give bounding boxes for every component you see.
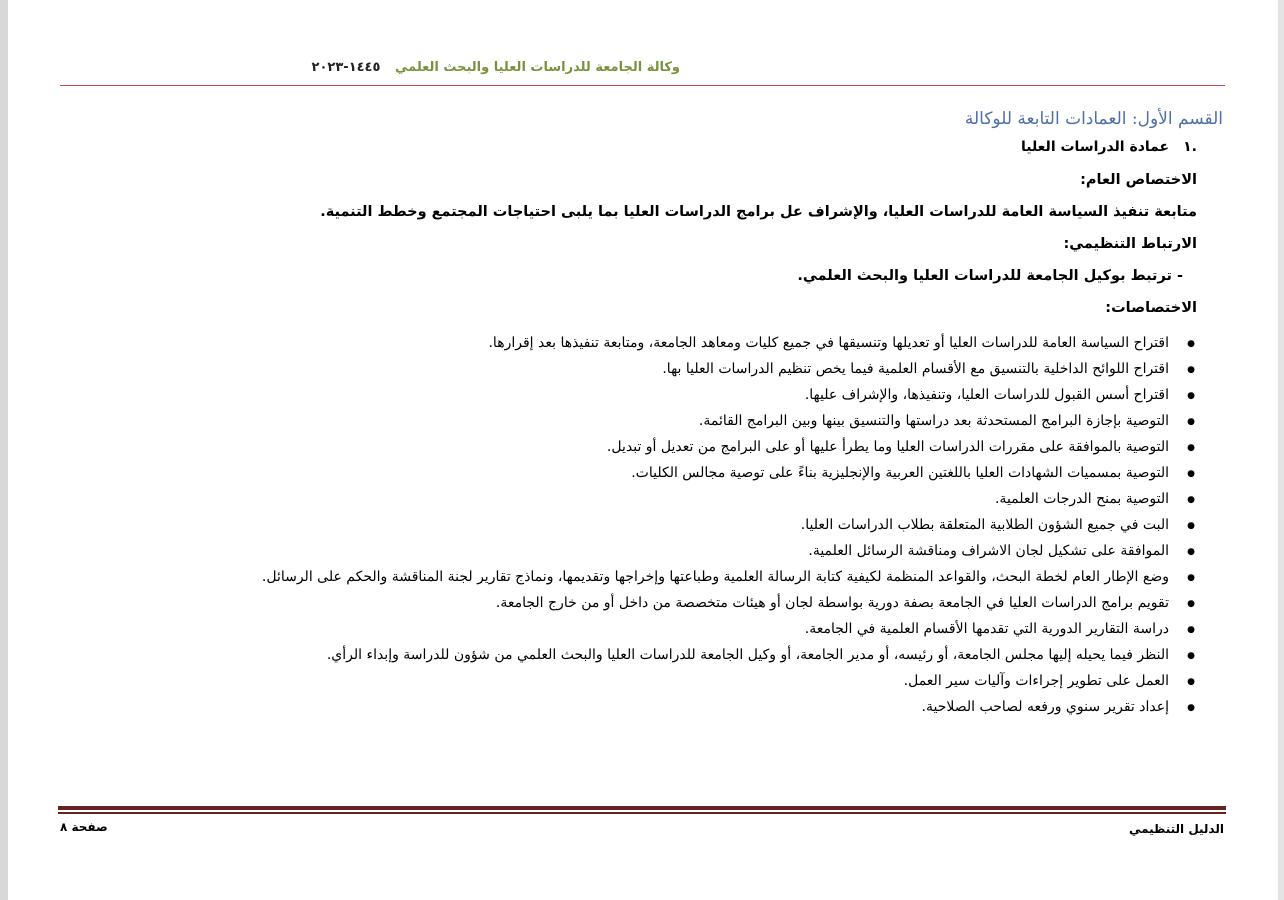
page-edge: [1278, 0, 1284, 900]
list-item: ● البت في جميع الشؤون الطلابية المتعلقة بطلاب الدراسات العليا.: [60, 512, 1169, 538]
section-title: القسم الأول: العمادات التابعة للوكالة: [964, 109, 1223, 129]
list-item: ● إعداد تقرير سنوي ورفعه لصاحب الصلاحية.: [60, 694, 1169, 720]
list-item: ● التوصية بمسميات الشهادات العليا باللغتين العربية والإنجليزية بناءً على توصية مجالس الكليات.: [60, 460, 1169, 486]
org-text: - ترتبط بوكيل الجامعة للدراسات العليا والبحث العلمي.: [797, 268, 1183, 284]
footer-guide-title: الدليل التنظيمي: [1128, 822, 1224, 836]
item-title: عمادة الدراسات العليا: [1020, 139, 1170, 155]
list-item: ● اقتراح أسس القبول للدراسات العليا، وتنفيذها، والإشراف عليها.: [60, 382, 1169, 408]
list-item: ● وضع الإطار العام لخطة البحث، والقواعد المنظمة لكيفية كتابة الرسالة العلمية وطباعتها وإخراجها وتقديمها، ونماذج تقارير لجنة المناقشة والحكم على الرسائل.: [60, 564, 1169, 590]
duties-heading: الاختصاصات:: [1105, 300, 1197, 316]
list-item: ● التوصية بالموافقة على مقررات الدراسات العليا وما يطرأ عليها أو على البرامج من تعديل أو تبديل.: [60, 434, 1169, 460]
org-heading: الارتباط التنظيمي:: [1063, 236, 1197, 252]
item-number: .١: [1183, 139, 1197, 155]
page-edge: [0, 0, 8, 900]
footer-rule: [58, 806, 1226, 810]
list-item: ● اقتراح اللوائح الداخلية بالتنسيق مع الأقسام العلمية فيما يخص تنظيم الدراسات العليا بها.: [60, 356, 1169, 382]
header-title: وكالة الجامعة للدراسات العليا والبحث العلمي: [394, 60, 680, 75]
list-item: ● اقتراح السياسة العامة للدراسات العليا أو تعديلها وتنسيقها في جميع كليات ومعاهد الجامعة، ومتابعة تنفيذها بعد إقرارها.: [60, 330, 1169, 356]
list-item: ● العمل على تطوير إجراءات وآليات سير العمل.: [60, 668, 1169, 694]
item-heading: [60, 136, 1197, 158]
general-text: متابعة تنفيذ السياسة العامة للدراسات العليا، والإشراف عل برامج الدراسات العليا بما يلبى احتياجات المجتمع وخطط التنمية.: [320, 204, 1197, 220]
list-item: ● التوصية بإجازة البرامج المستحدثة بعد دراستها والتنسيق بينها وبين البرامج القائمة.: [60, 408, 1169, 434]
header-rule: [60, 85, 1225, 86]
page-header: [0, 60, 680, 75]
header-year: ١٤٤٥-٢٠٢٣: [311, 60, 381, 75]
page-number: صفحة ٨: [60, 820, 108, 834]
general-heading: الاختصاص العام:: [1080, 172, 1197, 188]
list-item: ● الموافقة على تشكيل لجان الاشراف ومناقشة الرسائل العلمية.: [60, 538, 1169, 564]
list-item: ● دراسة التقارير الدورية التي تقدمها الأقسام العلمية في الجامعة.: [60, 616, 1169, 642]
document-body: [60, 106, 1223, 720]
duties-list: [60, 330, 1197, 720]
footer-rule: [58, 812, 1226, 814]
list-item: ● التوصية بمنح الدرجات العلمية.: [60, 486, 1169, 512]
list-item: ● تقويم برامج الدراسات العليا في الجامعة بصفة دورية بواسطة لجان أو هيئات متخصصة من داخل أو من خارج الجامعة.: [60, 590, 1169, 616]
list-item: ● النظر فيما يحيله إليها مجلس الجامعة، أو رئيسه، أو مدير الجامعة، أو وكيل الجامعة للدراسات العليا والبحث العلمي من شؤون للدراسة وإبداء الرأي.: [60, 642, 1169, 668]
